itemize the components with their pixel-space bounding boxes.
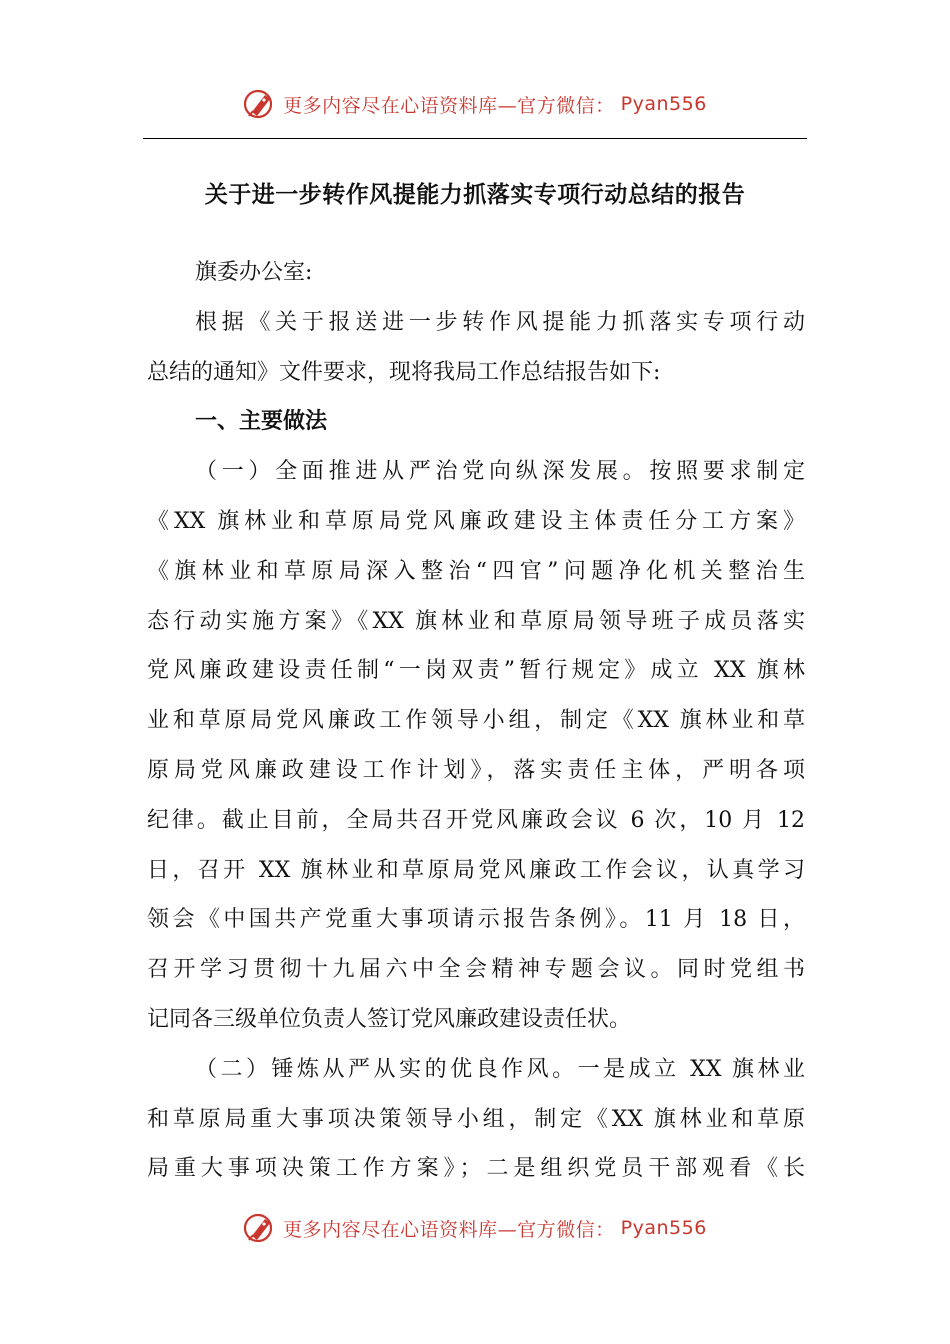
paragraph-line: （一）全面推进从严治党向纵深发展。按照要求制定: [195, 459, 805, 485]
document-title: 关于进一步转作风提能力抓落实专项行动总结的报告: [204, 182, 746, 208]
footer-watermark-banner: [0, 1208, 950, 1248]
paragraph-line: 日，召开 XX 旗林业和草原局党风廉政工作会议，认真学习: [147, 857, 805, 883]
pen-nib-logo-icon: [243, 87, 277, 121]
wechat-id: Pyan556: [620, 1217, 707, 1239]
paragraph-line: 根据《关于报送进一步转作风提能力抓落实专项行动: [195, 309, 805, 335]
paragraph-line: 业和草原局党风廉政工作领导小组，制定《XX 旗林业和草: [147, 708, 805, 734]
watermark-text: 更多内容尽在心语资料库—官方微信：: [283, 94, 615, 117]
wechat-id: Pyan556: [620, 93, 707, 115]
document-body: [147, 248, 805, 1194]
paragraph-line: 总结的通知》文件要求，现将我局工作总结报告如下:: [147, 359, 661, 385]
paragraph-line: 《旗林业和草原局深入整治“四官”问题净化机关整治生: [147, 558, 805, 584]
paragraph-line: 原局党风廉政建设工作计划》，落实责任主体，严明各项: [147, 757, 805, 783]
paragraph-line: 召开学习贯彻十九届六中全会精神专题会议。同时党组书: [147, 957, 805, 983]
paragraph-line: 领会《中国共产党重大事项请示报告条例》。11 月 18 日，: [147, 907, 805, 933]
paragraph-line: 态行动实施方案》《XX 旗林业和草原局领导班子成员落实: [147, 608, 805, 634]
watermark-text: 更多内容尽在心语资料库—官方微信：: [283, 1218, 615, 1241]
header-divider: [143, 138, 807, 139]
paragraph-line: 《XX 旗林业和草原局党风廉政建设主体责任分工方案》: [147, 508, 805, 534]
paragraph-line: 党风廉政建设责任制“一岗双责”暂行规定》成立 XX 旗林: [147, 658, 805, 684]
paragraph-line: 和草原局重大事项决策领导小组，制定《XX 旗林业和草原: [147, 1106, 805, 1132]
paragraph-line: （二）锤炼从严从实的优良作风。一是成立 XX 旗林业: [195, 1056, 805, 1082]
paragraph-line: 局重大事项决策工作方案》；二是组织党员干部观看《长: [147, 1156, 805, 1182]
section-heading: 一、主要做法: [195, 409, 328, 435]
pen-nib-logo-icon: [243, 1211, 277, 1245]
paragraph-line: 记同各三级单位负责人签订党风廉政建设责任状。: [147, 1006, 632, 1032]
paragraph-line: 纪律。截止目前，全局共召开党风廉政会议 6 次，10 月 12: [147, 807, 805, 833]
salutation: 旗委办公室:: [195, 260, 313, 285]
header-watermark-banner: [0, 84, 950, 124]
